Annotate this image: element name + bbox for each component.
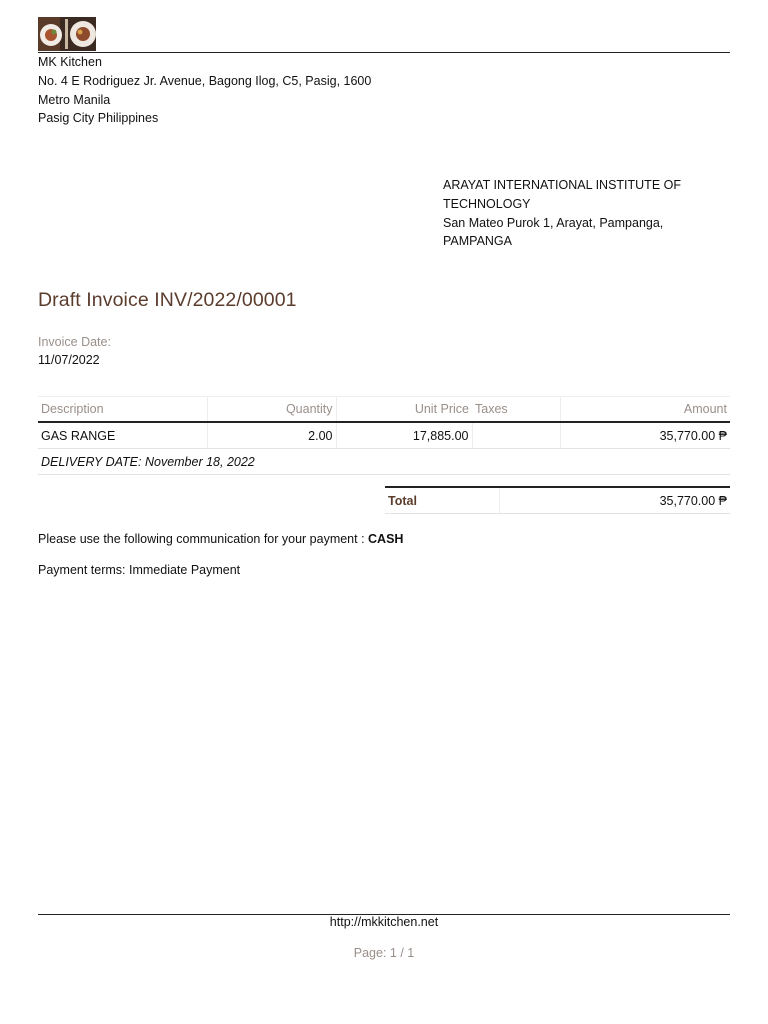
header-description: Description: [38, 397, 207, 423]
delivery-date-note: DELIVERY DATE: November 18, 2022: [38, 449, 730, 475]
company-address: [38, 53, 371, 128]
company-name: MK Kitchen: [38, 55, 102, 69]
page-number: Page: 1 / 1: [353, 946, 415, 960]
table-header-row: [38, 397, 730, 423]
totals-table: [385, 486, 730, 514]
client-address-line1: San Mateo Purok 1, Arayat, Pampanga,: [443, 215, 664, 230]
header-quantity: Quantity: [207, 397, 336, 423]
cell-description: GAS RANGE: [38, 422, 207, 449]
total-label: Total: [385, 487, 499, 514]
invoice-title: Draft Invoice INV/2022/00001: [38, 289, 297, 311]
header-amount: Amount: [560, 397, 730, 423]
payment-terms: Payment terms: Immediate Payment: [38, 563, 241, 577]
invoice-date-label: Invoice Date:: [38, 335, 111, 349]
client-name: ARAYAT INTERNATIONAL INSTITUTE OF TECHNOLOGY: [443, 178, 681, 211]
invoice-lines-table: [38, 396, 730, 475]
payment-communication: [38, 532, 403, 546]
cell-amount: 35,770.00 ₱: [560, 422, 730, 449]
payment-reference: CASH: [368, 532, 404, 546]
cell-unit-price: 17,885.00: [336, 422, 472, 449]
cell-quantity: 2.00: [207, 422, 336, 449]
table-note-row: [38, 449, 730, 475]
payment-text: Please use the following communication for your payment :: [38, 532, 369, 546]
header-unit-price: Unit Price: [336, 397, 472, 423]
company-address-line1: No. 4 E Rodriguez Jr. Avenue, Bagong Ilog, C5, Pasig, 1600: [38, 73, 372, 88]
company-address-line2: Metro Manila: [38, 92, 111, 107]
company-address-line3: Pasig City Philippines: [38, 111, 159, 126]
footer-url: http://mkkitchen.net: [329, 915, 439, 929]
invoice-date-value: 11/07/2022: [38, 353, 100, 367]
cell-taxes: [472, 422, 560, 449]
food-photo-icon: [38, 17, 96, 51]
total-row: [385, 487, 730, 514]
table-row: [38, 422, 730, 449]
client-address: [443, 176, 713, 251]
header-taxes: Taxes: [472, 397, 560, 423]
client-address-line2: PAMPANGA: [443, 234, 512, 249]
total-value: 35,770.00 ₱: [499, 487, 730, 514]
company-logo: [38, 17, 96, 51]
